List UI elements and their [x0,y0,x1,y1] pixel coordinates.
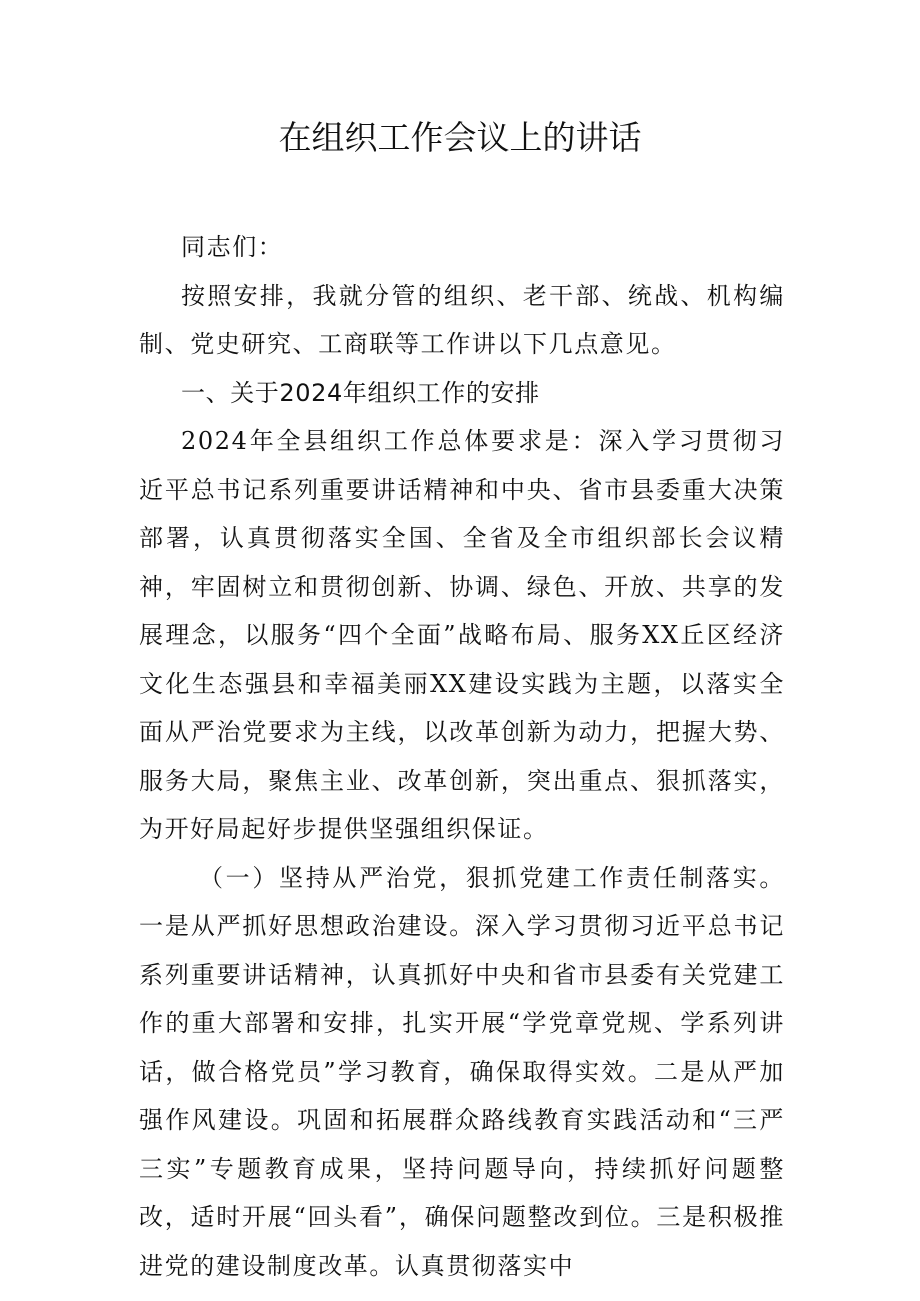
document-title: 在组织工作会议上的讲话 [278,118,642,157]
paragraph: 2024年全县组织工作总体要求是：深入学习贯彻习近平总书记系列重要讲话精神和中央、省市县委重大决策部署，认真贯彻落实全国、全省及全市组织部长会议精神，牢固树立和贯彻创新、协调、绿色、开放、共享的发展理念，以服务“四个全面”战略布局、服务XX丘区经济文化生态强县和幸福美丽XX建设实践为主题，以落实全面从严治党要求为主线，以改革创新为动力，把握大势、服务大局，聚焦主业、改革创新，突出重点、狠抓落实，为开好局起好步提供坚强组织保证。 [139,427,785,843]
paragraph: （一）坚持从严治党，狠抓党建工作责任制落实。一是从严抓好思想政治建设。深入学习贯彻习近平总书记系列重要讲话精神，认真抓好中央和省市县委有关党建工作的重大部署和安排，扎实开展“学党章党规、学系列讲话，做合格党员”学习教育，确保取得实效。二是从严加强作风建设。巩固和拓展群众路线教育实践活动和“三严三实”专题教育成果，坚持问题导向，持续抓好问题整改，适时开展“回头看”，确保问题整改到位。三是积极推进党的建设制度改革。认真贯彻落实中 [139,863,785,1280]
salutation: 同志们： [181,233,284,261]
document-body [139,223,785,1290]
section-heading: 一、关于2024年组织工作的安排 [181,378,540,407]
intro-paragraph: 按照安排，我就分管的组织、老干部、统战、机构编制、党史研究、工商联等工作讲以下几点意见。 [139,281,785,358]
